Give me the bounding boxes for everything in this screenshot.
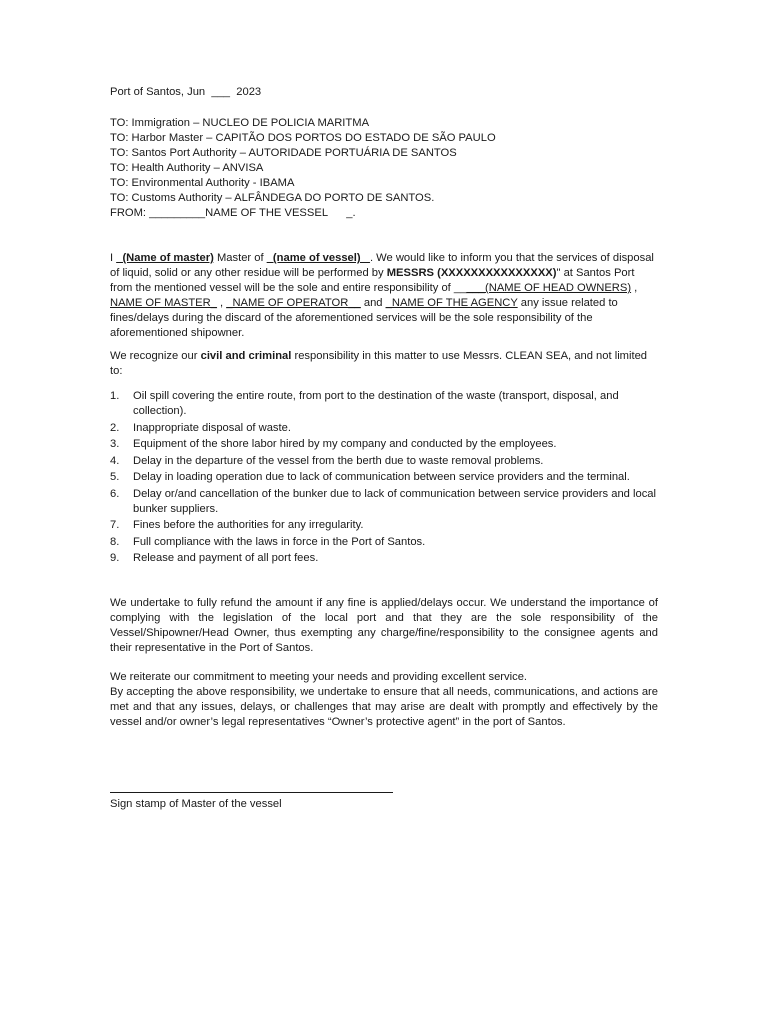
list-item-text: Equipment of the shore labor hired by my company and conducted by the employees.: [133, 438, 557, 450]
list-item: [110, 535, 658, 550]
list-item-number: 7.: [110, 519, 120, 531]
recipient-health-authority: TO: Health Authority – ANVISA: [110, 162, 264, 174]
list-item: [110, 470, 658, 485]
p1-text-2: Master of: [213, 252, 267, 264]
vessel-name-field: _(name of vessel) _: [266, 252, 370, 264]
p1-text-7: and: [360, 297, 386, 309]
commitment-line: We reiterate our commitment to meeting your needs and providing excellent service.: [110, 671, 528, 683]
list-item-number: 3.: [110, 438, 120, 450]
messrs-field: MESSRS (XXXXXXXXXXXXXXX): [386, 267, 557, 279]
recipients-block: [110, 116, 658, 221]
refund-paragraph: We undertake to fully refund the amount if any fine is applied/delays occur. We understand the importance of complying with the legislation of the local port and that they are the sole responsibility of the Vessel/Shipowner/Head Owner, thus exempting any charge/fine/responsibility to the consignee agents and their representative in the Port of Santos.: [110, 597, 658, 654]
recipient-immigration: TO: Immigration – NUCLEO DE POLICIA MARITMA: [110, 117, 370, 129]
signature-label: Sign stamp of Master of the vessel: [110, 798, 282, 810]
list-item: [110, 421, 658, 436]
agency-field: _NAME OF THE AGENCY: [385, 297, 518, 309]
list-item-number: 1.: [110, 390, 120, 402]
list-item-text: Delay in loading operation due to lack of communication between service providers and the terminal.: [133, 471, 630, 483]
list-item: [110, 437, 658, 452]
master-name-field: _(Name of master): [116, 252, 214, 264]
recipient-harbor-master: TO: Harbor Master – CAPITÃO DOS PORTOS DO ESTADO DE SÃO PAULO: [110, 132, 496, 144]
operator-field: _NAME OF OPERATOR__: [226, 297, 361, 309]
recognition-paragraph: [110, 349, 658, 379]
signature-line: [110, 792, 393, 793]
list-item-number: 8.: [110, 535, 120, 548]
list-item-number: 4.: [110, 454, 120, 467]
list-item: [110, 389, 658, 419]
list-item-text: Inappropriate disposal of waste.: [133, 421, 291, 434]
civil-criminal-text: civil and criminal: [200, 350, 292, 362]
date-line: Port of Santos, Jun ___ 2023: [110, 86, 262, 98]
p1-text-3: . We would like to inform you that the services of disposal of liquid, solid or any other residue will be performed by: [110, 252, 654, 279]
p1-text-5: ,: [631, 282, 638, 294]
list-item: [110, 487, 658, 517]
p2-text-1: We recognize our: [110, 350, 201, 362]
recipient-environmental-authority: TO: Environmental Authority - IBAMA: [110, 177, 295, 189]
list-item-number: 2.: [110, 421, 120, 434]
head-owners-field: ___(NAME OF HEAD OWNERS): [466, 282, 632, 294]
letter-body: [110, 85, 658, 812]
list-item-text: Delay in the departure of the vessel from the berth due to waste removal problems.: [133, 454, 544, 467]
name-of-master-field: NAME OF MASTER_: [110, 297, 217, 309]
list-item-text: Full compliance with the laws in force in the Port of Santos.: [133, 535, 426, 548]
list-item: [110, 518, 658, 533]
responsibility-paragraph: [110, 251, 658, 341]
list-item: [110, 454, 658, 469]
acceptance-paragraph: By accepting the above responsibility, we undertake to ensure that all needs, communications, and actions are met and that any issues, delays, or challenges that may arise are dealt with promptly and effectively by the vessel and/or owner’s legal representatives “Owner’s protective agent” in the port of Santos.: [110, 686, 658, 728]
list-item-number: 5.: [110, 471, 120, 483]
p2-text-2: responsibility in this matter to use Messrs. CLEAN SEA, and not limited to:: [110, 350, 648, 377]
list-item-text: Oil spill covering the entire route, from port to the destination of the waste (transport, disposal, and collection).: [133, 390, 619, 417]
p1-text-8: any issue related to fines/delays during the discard of the aforementioned services will be the sole responsibility of the aforementioned shipowner.: [110, 297, 618, 339]
p1-text-4: " at Santos Port from the mentioned vessel will be the sole and entire responsibility of __: [110, 267, 635, 294]
p1-text-6: ,: [216, 297, 227, 309]
recipient-port-authority: TO: Santos Port Authority – AUTORIDADE PORTUÁRIA DE SANTOS: [110, 147, 457, 159]
list-item: [110, 551, 658, 566]
list-item-text: Release and payment of all port fees.: [133, 552, 319, 564]
responsibility-list: [110, 389, 658, 566]
from-line: FROM: _________NAME OF THE VESSEL _.: [110, 207, 356, 219]
list-item-number: 9.: [110, 552, 120, 564]
p1-text-1: I: [110, 252, 117, 264]
list-item-text: Fines before the authorities for any irregularity.: [133, 519, 364, 531]
list-item-text: Delay or/and cancellation of the bunker due to lack of communication between service providers and local bunker suppliers.: [133, 487, 656, 515]
list-item-number: 6.: [110, 487, 120, 500]
recipient-customs-authority: TO: Customs Authority – ALFÂNDEGA DO PORTO DE SANTOS.: [110, 192, 435, 204]
